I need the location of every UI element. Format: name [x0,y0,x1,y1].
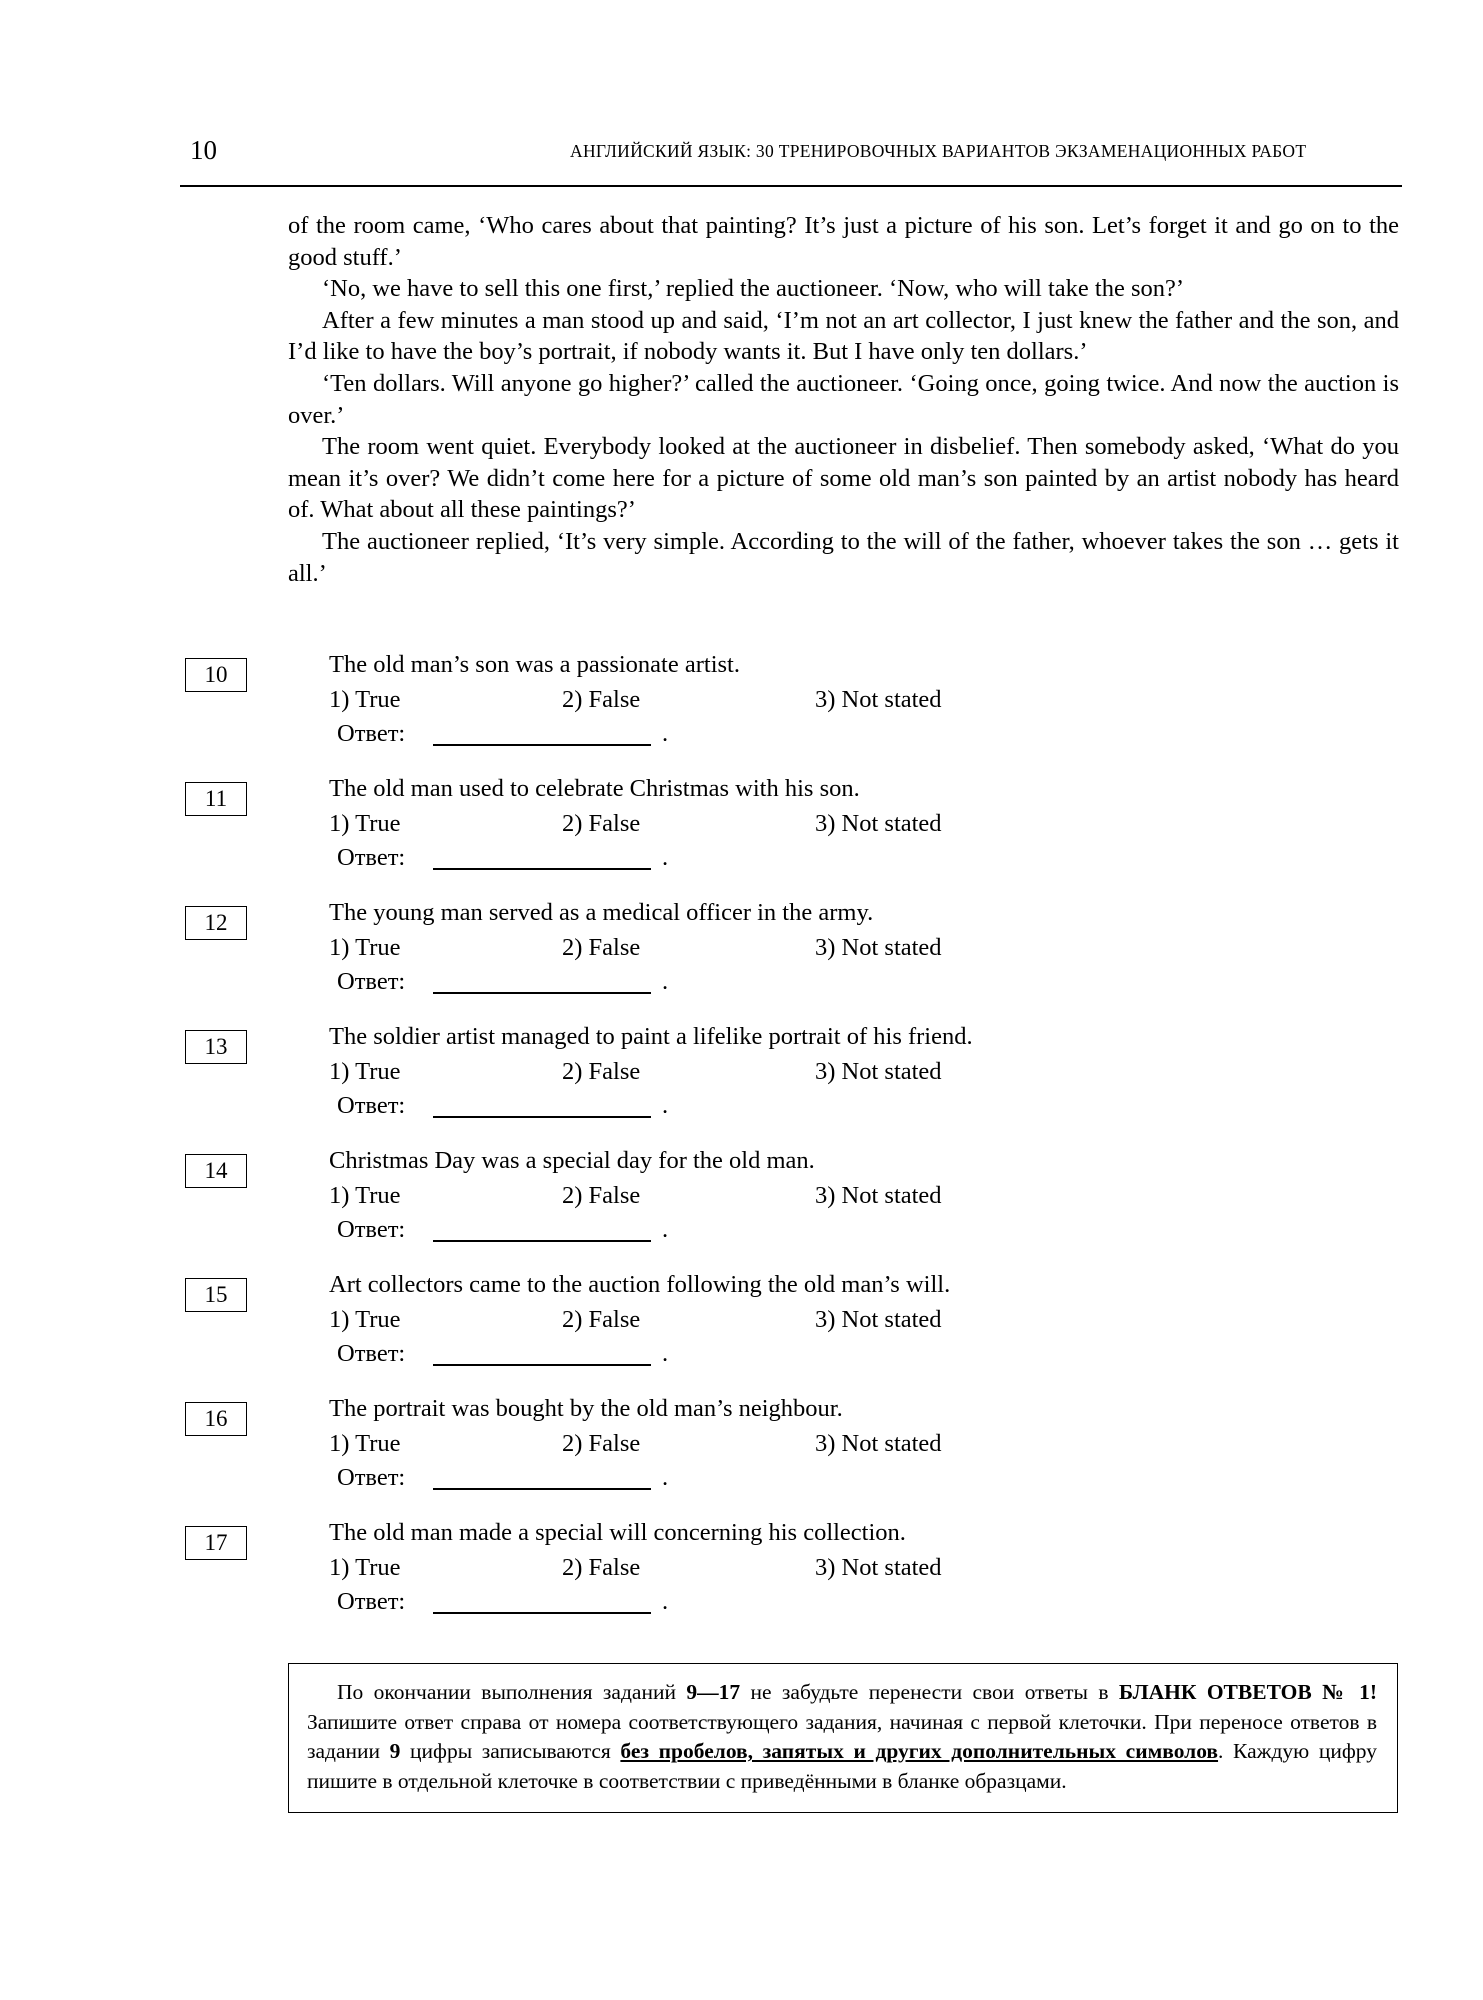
option-true[interactable]: 1) True [329,1058,401,1085]
note-tasks-range: 9—17 [686,1680,741,1704]
answer-blank-line[interactable] [433,1240,651,1242]
answer-period: . [662,1588,669,1615]
option-false[interactable]: 2) False [562,1182,641,1209]
answer-period: . [662,1216,669,1243]
question-statement: Art collectors came to the auction following the old man’s will. [329,1271,951,1298]
answer-blank-line[interactable] [433,1116,651,1118]
option-not-stated[interactable]: 3) Not stated [815,1430,942,1457]
question-statement: The young man served as a medical officer in the army. [329,899,874,926]
option-not-stated[interactable]: 3) Not stated [815,810,942,837]
option-true[interactable]: 1) True [329,1306,401,1333]
question-number-box: 14 [185,1154,247,1188]
question-item [185,1270,1405,1394]
option-true[interactable]: 1) True [329,1430,401,1457]
answer-label: Ответ: [337,1216,406,1243]
question-body [329,1394,1389,1496]
note-task-9: 9 [389,1739,401,1763]
option-not-stated[interactable]: 3) Not stated [815,1554,942,1581]
transfer-answers-note [288,1663,1398,1813]
note-part-2: не забудьте перенести свои ответы в [740,1680,1119,1704]
question-statement: The old man used to celebrate Christmas with his son. [329,775,860,802]
question-body [329,774,1389,876]
answer-period: . [662,1092,669,1119]
question-options [329,1306,1389,1340]
passage-paragraph: ‘No, we have to sell this one first,’ replied the auctioneer. ‘Now, who will take the son?’ [322,275,1185,303]
question-body [329,650,1389,752]
answer-label: Ответ: [337,1588,406,1615]
option-false[interactable]: 2) False [562,1306,641,1333]
answer-blank-line[interactable] [433,1612,651,1614]
option-false[interactable]: 2) False [562,1430,641,1457]
question-options [329,1554,1389,1588]
note-blank-label: БЛАНК ОТВЕТОВ № 1! [1118,1680,1378,1704]
answer-label: Ответ: [337,1092,406,1119]
passage-paragraph: ‘Ten dollars. Will anyone go higher?’ called the auctioneer. ‘Going once, going twice. And now the auction is over.’ [288,369,1399,429]
answer-blank-line[interactable] [433,992,651,994]
answer-label: Ответ: [337,1464,406,1491]
option-false[interactable]: 2) False [562,686,641,713]
note-part-3: Запишите ответ справа от номера соответствующего задания, начиная с первой клеточки. При переносе ответов в задании [307,1709,1377,1763]
question-item [185,650,1405,774]
passage-paragraph: The room went quiet. Everybody looked at the auctioneer in disbelief. Then somebody asked, ‘What do you mean it’s over? We didn’t come here for a picture of some old man’s son painted by an artist nobody has heard of. What about all these paintings?’ [288,433,1399,524]
question-item [185,1146,1405,1270]
question-options [329,1058,1389,1092]
answer-period: . [662,844,669,871]
question-number-box: 17 [185,1526,247,1560]
option-not-stated[interactable]: 3) Not stated [815,1182,942,1209]
answer-label: Ответ: [337,968,406,995]
answer-row [329,1464,1389,1496]
note-underlined-rule: без пробелов, запятых и других дополнительных символов [620,1739,1219,1763]
passage-paragraph: of the room came, ‘Who cares about that painting? It’s just a picture of his son. Let’s forget it and go on to the good stuff.’ [288,212,1399,271]
note-part-5: . Каждую цифру пишите в отдельной клеточке в соответствии с приведёнными в бланке образцами. [307,1739,1377,1793]
question-options [329,1430,1389,1464]
question-number-box: 16 [185,1402,247,1436]
passage-paragraph: The auctioneer replied, ‘It’s very simple. According to the will of the father, whoever takes the son … gets it all.’ [288,527,1399,587]
question-number-box: 15 [185,1278,247,1312]
note-part-1: По окончании выполнения заданий [337,1680,687,1704]
answer-blank-line[interactable] [433,744,651,746]
answer-blank-line[interactable] [433,868,651,870]
option-true[interactable]: 1) True [329,934,401,961]
option-not-stated[interactable]: 3) Not stated [815,1058,942,1085]
header-divider [180,185,1402,187]
question-item [185,1022,1405,1146]
option-not-stated[interactable]: 3) Not stated [815,686,942,713]
question-body [329,1146,1389,1248]
question-statement: Christmas Day was a special day for the old man. [329,1147,815,1174]
note-part-4: цифры записываются [400,1739,621,1763]
question-item [185,1518,1405,1642]
answer-row [329,1340,1389,1372]
answer-row [329,720,1389,752]
question-number-box: 13 [185,1030,247,1064]
question-number-box: 11 [185,782,247,816]
question-options [329,810,1389,844]
option-true[interactable]: 1) True [329,810,401,837]
question-item [185,898,1405,1022]
question-number-box: 12 [185,906,247,940]
answer-row [329,1216,1389,1248]
answer-period: . [662,968,669,995]
answer-row [329,1092,1389,1124]
option-not-stated[interactable]: 3) Not stated [815,1306,942,1333]
option-true[interactable]: 1) True [329,1182,401,1209]
question-body [329,1518,1389,1620]
answer-blank-line[interactable] [433,1488,651,1490]
answer-label: Ответ: [337,844,406,871]
answer-row [329,1588,1389,1620]
reading-passage [288,210,1399,589]
answer-period: . [662,1340,669,1367]
header-title: АНГЛИЙСКИЙ ЯЗЫК: 30 ТРЕНИРОВОЧНЫХ ВАРИАНТОВ ЭКЗАМЕНАЦИОННЫХ РАБОТ [570,141,1307,161]
answer-row [329,844,1389,876]
page-header [180,135,1402,179]
answer-label: Ответ: [337,1340,406,1367]
passage-paragraph: After a few minutes a man stood up and said, ‘I’m not an art collector, I just knew the father and the son, and I’d like to have the boy’s portrait, if nobody wants it. But I have only ten dollars.’ [288,306,1399,366]
answer-period: . [662,720,669,747]
question-statement: The soldier artist managed to paint a lifelike portrait of his friend. [329,1023,973,1050]
question-body [329,1270,1389,1372]
question-item [185,774,1405,898]
question-statement: The portrait was bought by the old man’s neighbour. [329,1395,843,1422]
question-body [329,1022,1389,1124]
page-number: 10 [190,135,217,165]
question-options [329,934,1389,968]
question-options [329,1182,1389,1216]
question-options [329,686,1389,720]
option-false[interactable]: 2) False [562,934,641,961]
question-body [329,898,1389,1000]
option-true[interactable]: 1) True [329,1554,401,1581]
question-item [185,1394,1405,1518]
question-number-box: 10 [185,658,247,692]
option-false[interactable]: 2) False [562,810,641,837]
answer-period: . [662,1464,669,1491]
note-text [307,1678,1377,1796]
answer-row [329,968,1389,1000]
option-false[interactable]: 2) False [562,1058,641,1085]
option-false[interactable]: 2) False [562,1554,641,1581]
question-statement: The old man’s son was a passionate artist. [329,651,740,678]
questions-list [185,650,1405,1642]
option-not-stated[interactable]: 3) Not stated [815,934,942,961]
question-statement: The old man made a special will concerning his collection. [329,1519,906,1546]
answer-blank-line[interactable] [433,1364,651,1366]
option-true[interactable]: 1) True [329,686,401,713]
answer-label: Ответ: [337,720,406,747]
